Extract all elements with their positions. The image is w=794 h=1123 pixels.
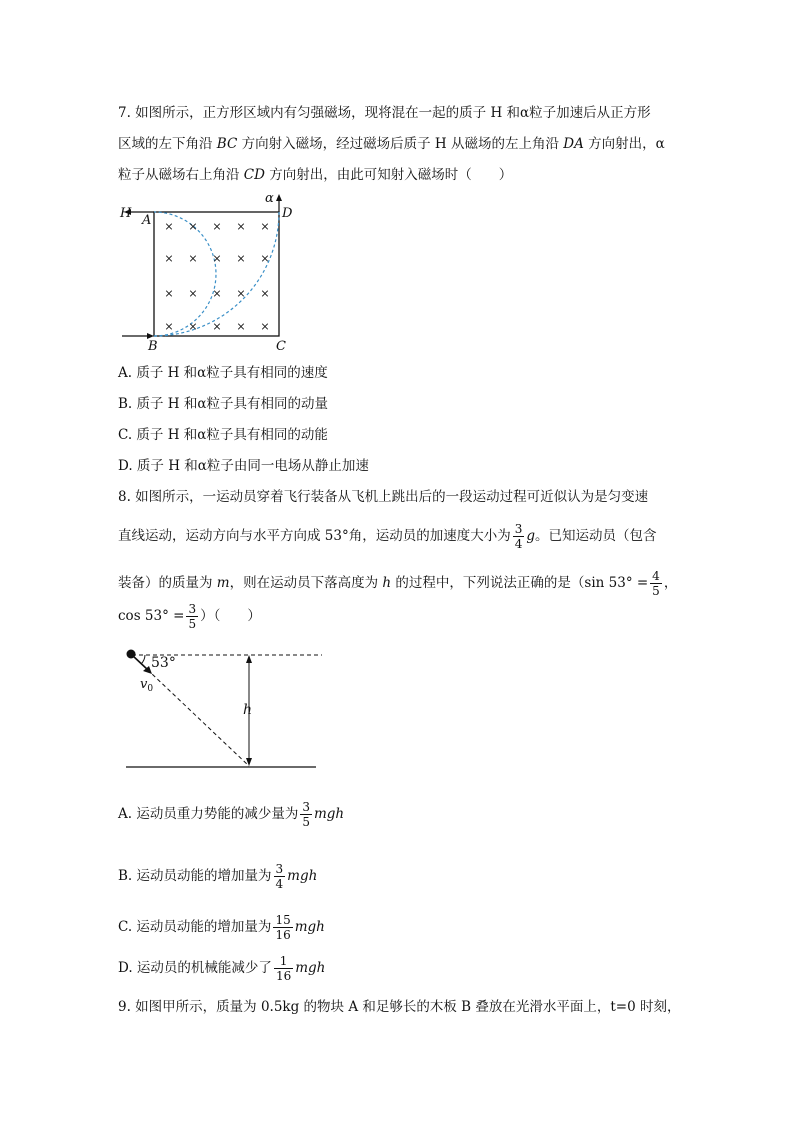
q8-option-a — [118, 797, 344, 831]
field-mark: × — [164, 220, 174, 233]
sin-fraction — [650, 569, 662, 598]
label-a: A — [142, 213, 152, 228]
option-fraction — [300, 800, 312, 829]
field-mark: × — [236, 320, 246, 333]
field-mark: × — [236, 287, 246, 300]
option-fraction — [273, 913, 292, 942]
accel-fraction — [513, 522, 525, 551]
q8-line-4-text-b: ）（ ） — [200, 608, 261, 624]
cos-expression: cos 53° = — [118, 608, 185, 624]
field-mark: × — [188, 252, 198, 265]
q7-line-3 — [118, 166, 512, 184]
fraction-denominator: 5 — [188, 617, 197, 631]
q7-option-b: B. 质子 H 和α粒子具有相同的动量 — [118, 396, 328, 412]
q8-option-b — [118, 859, 317, 893]
field-mark: × — [260, 287, 270, 300]
q7-magnetic-field-figure — [118, 190, 318, 355]
fraction-denominator: 5 — [652, 584, 660, 598]
q7-line-2 — [118, 135, 665, 153]
angle-label: 53° — [151, 655, 176, 671]
q8-line-2 — [118, 519, 657, 553]
alpha-exit-arrowhead — [276, 194, 282, 201]
q8-line-1: 8. 如图所示，一运动员穿着飞行装备从飞机上跳出后的一段运动过程可近似认为是匀变速 — [118, 489, 649, 505]
proton-trajectory — [154, 212, 216, 336]
q7-line-2-text-e: 方向射出，α — [583, 136, 665, 152]
q7-option-d: D. 质子 H 和α粒子由同一电场从静止加速 — [118, 458, 369, 474]
option-expression: mgh — [295, 960, 326, 976]
label-h: H — [120, 206, 132, 221]
height-arrow-top — [246, 655, 252, 663]
fraction-numerator: 3 — [514, 522, 523, 536]
field-mark: × — [164, 320, 174, 333]
q8-line-3 — [118, 566, 677, 600]
fraction-numerator: 1 — [274, 954, 293, 969]
q9-line-1: 9. 如图甲所示，质量为 0.5kg 的物块 A 和足够长的木板 B 叠放在光滑水平面上，t=0 时刻， — [118, 999, 681, 1015]
fraction-numerator: 3 — [302, 800, 310, 814]
label-alpha: α — [265, 191, 274, 206]
option-fraction — [274, 954, 293, 983]
option-text: C. 运动员动能的增加量为 — [118, 919, 272, 935]
label-b: B — [148, 339, 158, 354]
field-mark: × — [260, 220, 270, 233]
field-mark: × — [188, 220, 198, 233]
field-mark: × — [188, 320, 198, 333]
field-mark: × — [236, 220, 246, 233]
option-expression: mgh — [287, 868, 318, 884]
fraction-numerator: 15 — [275, 913, 291, 927]
q7-option-c: C. 质子 H 和α粒子具有相同的动能 — [118, 427, 328, 443]
q7-option-a: A. 质子 H 和α粒子具有相同的速度 — [118, 365, 328, 381]
q8-line-4 — [118, 599, 261, 633]
q8-line-2-text-a: 直线运动，运动方向与水平方向成 53°角，运动员的加速度大小为 — [118, 528, 511, 544]
field-mark: × — [212, 320, 222, 333]
option-expression: mgh — [294, 919, 325, 935]
q8-line-3-text-a: 装备）的质量为 — [118, 575, 217, 591]
field-mark: × — [260, 252, 270, 265]
fraction-denominator: 4 — [514, 537, 523, 551]
velocity-arrow — [132, 655, 148, 670]
fraction-denominator: 5 — [302, 815, 310, 829]
field-mark: × — [260, 320, 270, 333]
option-text: B. 运动员动能的增加量为 — [118, 868, 272, 884]
field-mark: × — [164, 252, 174, 265]
skydiver-dot — [127, 650, 136, 659]
field-mark: × — [164, 287, 174, 300]
mass-symbol: m — [216, 575, 230, 591]
q8-line-3-text-d: ， — [663, 575, 678, 591]
fraction-numerator: 3 — [275, 862, 284, 876]
q7-cd-label: CD — [243, 167, 265, 183]
option-fraction — [274, 862, 286, 891]
velocity-symbol: v — [140, 677, 148, 692]
fraction-denominator: 16 — [275, 969, 292, 983]
fraction-numerator: 4 — [652, 569, 660, 583]
sin-expression: sin 53° = — [584, 575, 649, 591]
q7-line-2-text-a: 区域的左下角沿 — [118, 136, 217, 152]
q8-option-c — [118, 910, 325, 944]
velocity-label — [140, 677, 153, 694]
field-mark: × — [212, 287, 222, 300]
q7-line-1: 7. 如图所示，正方形区域内有匀强磁场，现将混在一起的质子 H 和α粒子加速后从正方形 — [118, 105, 651, 121]
q7-da-label: DA — [563, 136, 584, 152]
field-mark: × — [212, 252, 222, 265]
q8-skydiver-figure — [118, 640, 328, 775]
q8-line-3-text-b: ，则在运动员下落高度为 — [229, 575, 383, 591]
g-symbol: g — [526, 528, 536, 544]
fraction-denominator: 16 — [275, 928, 291, 942]
cos-fraction — [186, 602, 198, 631]
q8-option-d — [118, 951, 325, 985]
height-label: h — [243, 702, 253, 718]
height-arrow-bottom — [246, 758, 252, 766]
fraction-numerator: 3 — [188, 602, 197, 616]
q8-line-2-text-b: 。已知运动员（包含 — [535, 528, 657, 544]
label-d: D — [282, 206, 293, 221]
q7-bc-label: BC — [216, 136, 238, 152]
field-marks — [164, 220, 269, 333]
field-mark: × — [188, 287, 198, 300]
height-symbol: h — [382, 575, 392, 591]
field-mark: × — [236, 252, 246, 265]
field-mark: × — [212, 220, 222, 233]
velocity-subscript: 0 — [147, 684, 154, 694]
option-text: A. 运动员重力势能的减少量为 — [118, 806, 299, 822]
option-text: D. 运动员的机械能减少了 — [118, 960, 272, 976]
angle-arc — [141, 655, 145, 664]
q7-line-2-text-c: 方向射入磁场，经过磁场后质子 H 从磁场的左上角沿 — [237, 136, 564, 152]
q7-line-3-text-c: 方向射出，由此可知射入磁场时（ ） — [264, 167, 513, 183]
label-c: C — [276, 339, 286, 354]
q8-line-3-text-c: 的过程中，下列说法正确的是（ — [391, 575, 585, 591]
fraction-denominator: 4 — [275, 877, 284, 891]
q7-line-3-text-a: 粒子从磁场右上角沿 — [118, 167, 244, 183]
option-expression: mgh — [313, 806, 345, 822]
